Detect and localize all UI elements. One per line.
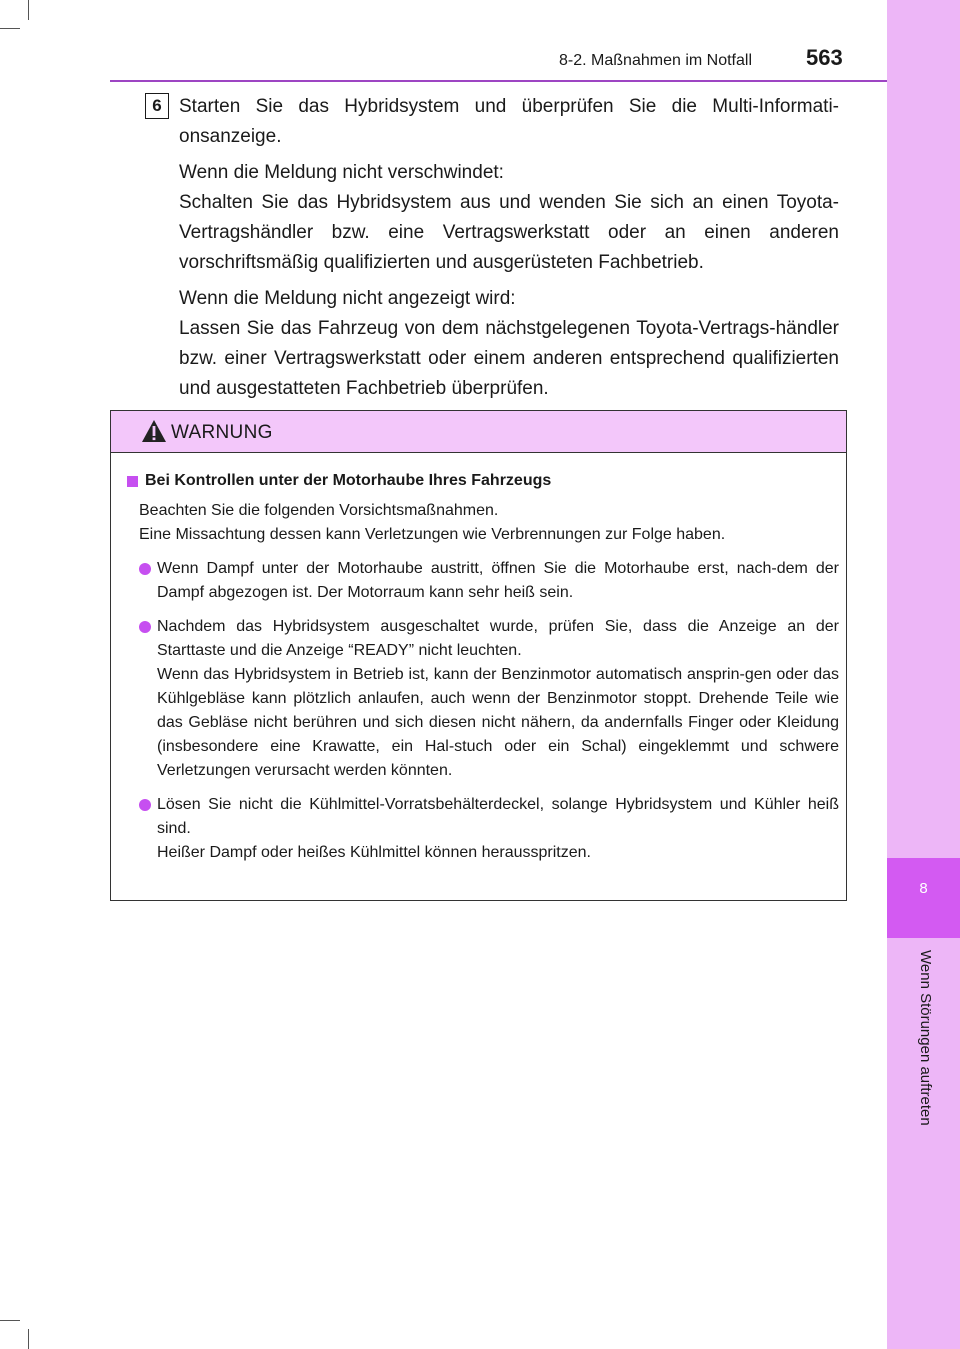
circle-bullet-icon: [139, 621, 151, 633]
list-item: [127, 557, 839, 605]
case-text: Schalten Sie das Hybridsystem aus und wenden Sie sich an einen Toyota-Vertragshändler bzw. eine Vertragswerkstatt oder an einen anderen vorschriftsmäßig qualifizierten und ausgerüsteten Fachbetrieb.: [179, 192, 839, 273]
warning-triangle-icon: [141, 419, 167, 448]
crop-mark: [0, 1320, 20, 1321]
circle-bullet-icon: [139, 799, 151, 811]
step-number-badge: 6: [145, 93, 169, 119]
list-item: [127, 793, 839, 865]
square-bullet-icon: [127, 476, 138, 487]
step-instructions: [179, 92, 839, 404]
section-heading: 8-2. Maßnahmen im Notfall: [559, 52, 752, 69]
step-text: Starten Sie das Hybridsystem und überprüfen Sie die Multi-Informati-onsanzeige.: [179, 96, 839, 147]
warning-section-title: [127, 469, 839, 493]
warning-header: [111, 411, 846, 453]
chapter-title: Wenn Störungen auftreten: [917, 950, 934, 1126]
bullet-text: Nachdem das Hybridsystem ausgeschaltet wurde, prüfen Sie, dass die Anzeige an der Starttaste und die Anzeige “READY” nicht leuchten.: [157, 618, 839, 659]
case-text: Lassen Sie das Fahrzeug von dem nächstgelegenen Toyota-Vertrags-händler bzw. einer Vertragswerkstatt oder einem anderen entsprechend qualifizierten und ausgestatteten Fachbetrieb überprüfen.: [179, 318, 839, 399]
crop-mark: [0, 28, 20, 29]
bullet-text: Wenn das Hybridsystem in Betrieb ist, kann der Benzinmotor automatisch ansprin-gen oder das Kühlgebläse kann plötzlich anlaufen, auch wenn der Benzinmotor stoppt. Drehende Teile wie das Gebläse nicht berühren und sich diesen nicht nähern, da andernfalls Finger oder Kleidung (insbesondere eine Krawatte, ein Hal-stuch oder ein Schal) eingeklemmt und schwere Verletzungen verursacht werden könnten.: [157, 666, 839, 779]
chapter-number: 8: [919, 880, 928, 897]
warning-content: [127, 469, 839, 865]
circle-bullet-icon: [139, 563, 151, 575]
case-title: Wenn die Meldung nicht verschwindet:: [179, 162, 504, 183]
header-divider: [110, 80, 887, 82]
list-item: [127, 615, 839, 783]
bullet-text: Heißer Dampf oder heißes Kühlmittel können herausspritzen.: [157, 844, 591, 861]
warning-section-title-text: Bei Kontrollen unter der Motorhaube Ihres Fahrzeugs: [145, 472, 552, 489]
warning-box: [110, 410, 847, 901]
bullet-text: Lösen Sie nicht die Kühlmittel-Vorratsbehälterdeckel, solange Hybridsystem und Kühler heiß sind.: [157, 796, 839, 837]
intro-line: Beachten Sie die folgenden Vorsichtsmaßnahmen.: [139, 502, 499, 519]
intro-line: Eine Missachtung dessen kann Verletzungen wie Verbrennungen zur Folge haben.: [139, 526, 726, 543]
crop-mark: [28, 0, 29, 20]
case-title: Wenn die Meldung nicht angezeigt wird:: [179, 288, 516, 309]
warning-title: WARNUNG: [171, 422, 273, 443]
page-number: 563: [806, 45, 843, 70]
chapter-tab: [887, 858, 960, 938]
warning-intro: [139, 499, 839, 547]
crop-mark: [28, 1329, 29, 1349]
bullet-text: Wenn Dampf unter der Motorhaube austritt, öffnen Sie die Motorhaube erst, nach-dem der Dampf abgezogen ist. Der Motorraum kann sehr heiß sein.: [157, 560, 839, 601]
